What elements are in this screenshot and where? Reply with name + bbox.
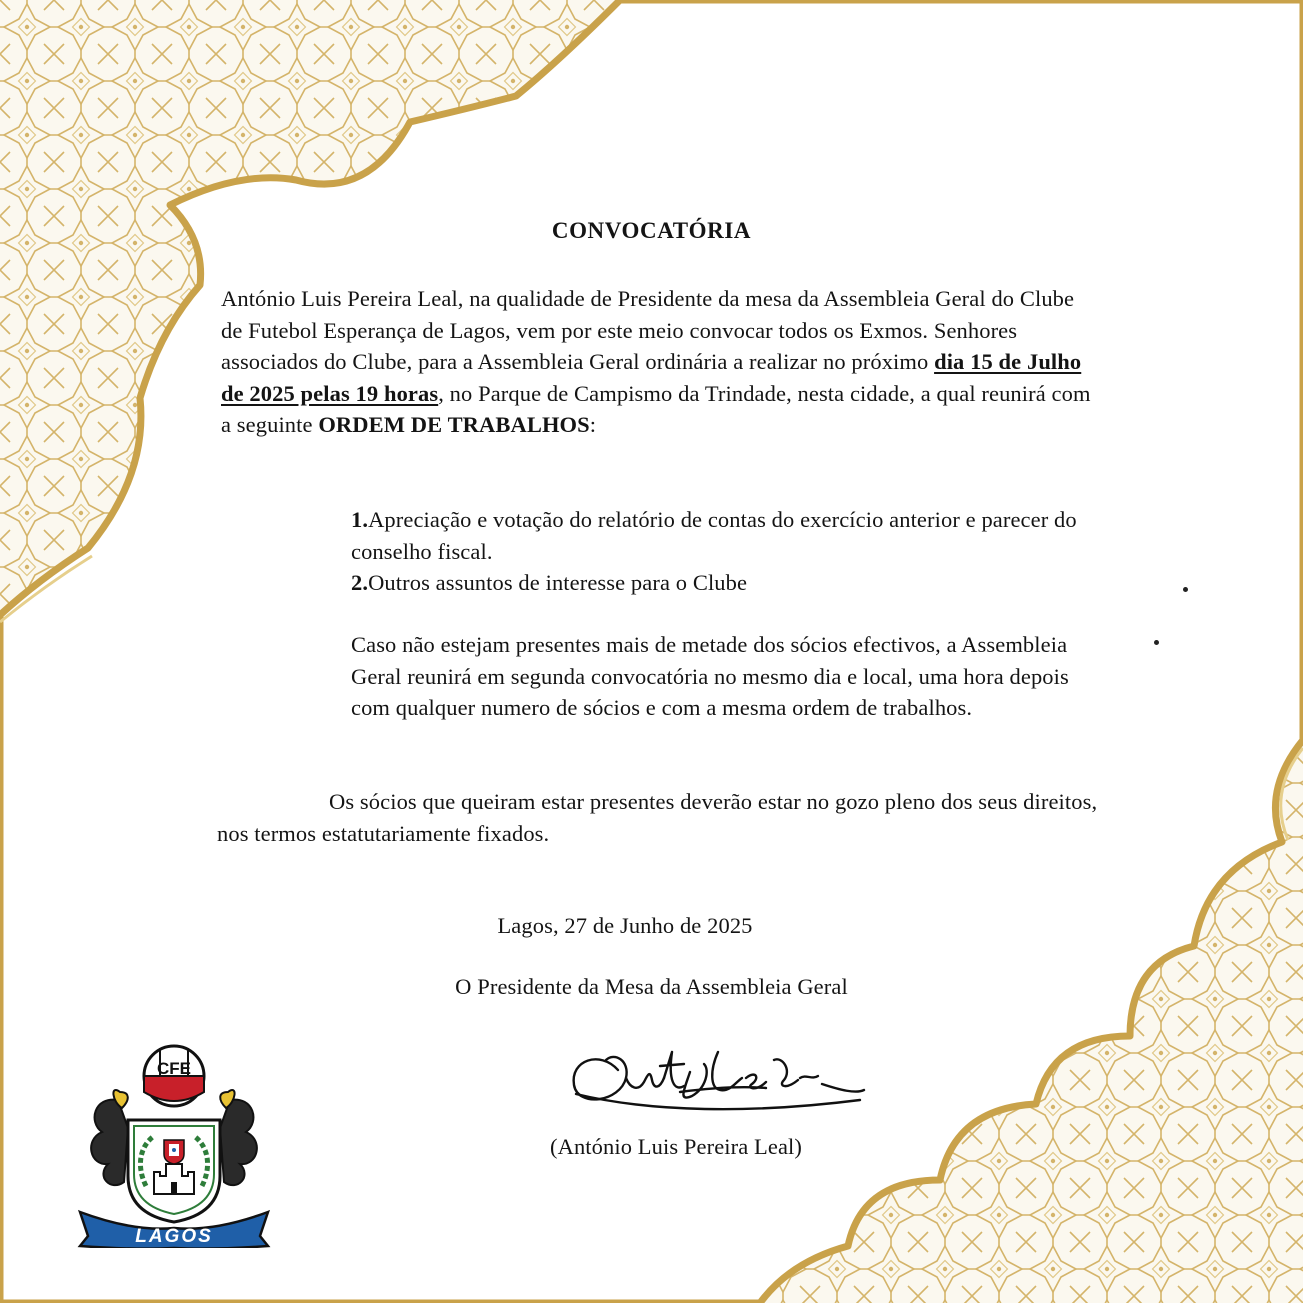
agenda-item-number: 2. (351, 570, 369, 595)
agenda-item-text: Apreciação e votação do relatório de contas do exercício anterior e parecer do conselho fiscal. (351, 507, 1077, 564)
agenda-list (351, 504, 1111, 599)
stray-mark (1183, 587, 1188, 592)
club-crest-logo (74, 1036, 274, 1248)
stray-mark (1154, 640, 1159, 645)
agenda-item-text: Outros assuntos de interesse para o Clube (368, 570, 748, 595)
agenda-heading-colon: : (589, 412, 597, 437)
crest-banner-text: LAGOS (135, 1226, 213, 1247)
intro-after: , no Parque de Campismo da Trindade, nesta cidade, a qual reunirá com a seguinte (221, 380, 1091, 437)
intro-lead: António Luis Pereira Leal, na qualidade de Presidente da mesa da Assembleia Geral do Clube de Futebol Esperança de Lagos, vem por este meio convocar todos os Exmos. Senhores associados do Clube, para a Assembleia Geral ordinária a realizar no próximo (221, 286, 1075, 374)
signatory-title: O Presidente da Mesa da Assembleia Geral (455, 974, 848, 999)
quorum-note: Caso não estejam presentes mais de metade dos sócios efectivos, a Assembleia Geral reunirá em segunda convocatória no mesmo dia e local, uma hora depois com qualquer numero de sócios e com a mesma ordem de trabalhos. (351, 632, 1069, 720)
agenda-item (351, 567, 1111, 599)
handwritten-signature (560, 1030, 880, 1120)
intro-paragraph (221, 283, 1101, 441)
agenda-item-number: 1. (351, 507, 369, 532)
meeting-date-time: dia 15 de Julho de 2025 pelas 19 horas (221, 349, 1082, 406)
agenda-heading: ORDEM DE TRABALHOS (318, 412, 590, 437)
members-note-text: Os sócios que queiram estar presentes deverão estar no gozo pleno dos seus direitos, nos termos estatutariamente fixados. (217, 789, 1098, 846)
crest-mantling-right (220, 1100, 257, 1186)
agenda-item (351, 504, 1111, 567)
crest-initials: CFE (157, 1059, 191, 1078)
members-note (217, 786, 1107, 849)
crest-mantling-left (91, 1100, 128, 1186)
place-date: Lagos, 27 de Junho de 2025 (497, 913, 753, 938)
document-title: CONVOCATÓRIA (551, 218, 752, 243)
signatory-name: (António Luis Pereira Leal) (550, 1134, 802, 1159)
